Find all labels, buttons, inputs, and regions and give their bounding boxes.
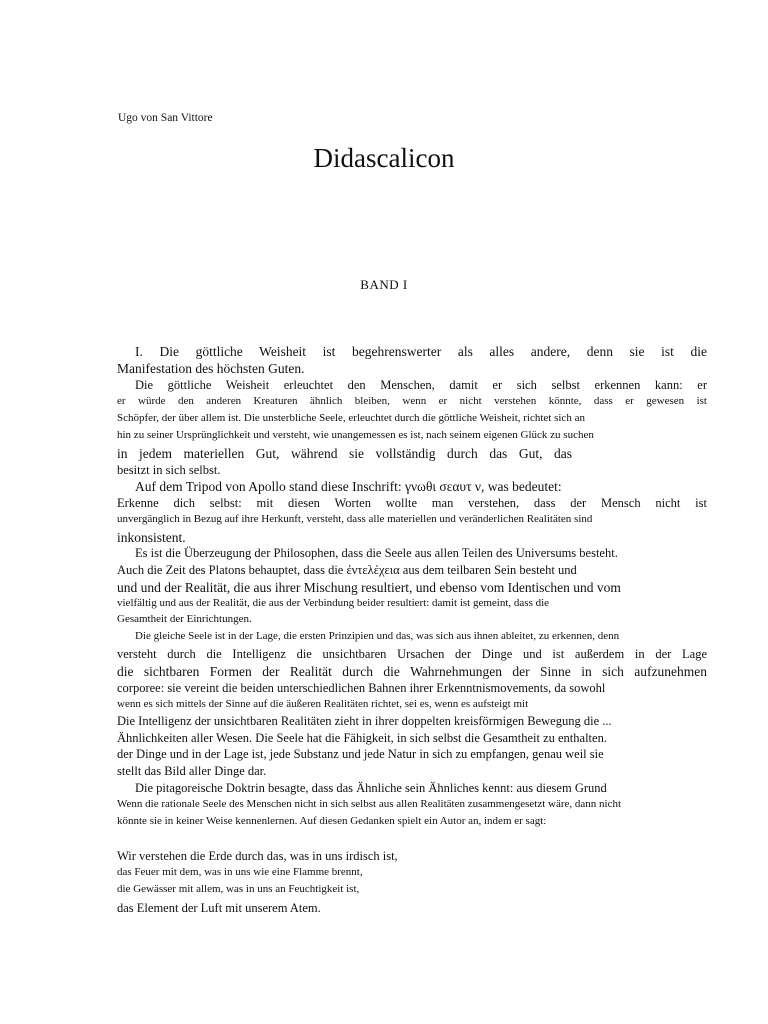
text-line: Wenn die rationale Seele des Menschen nicht in sich selbst aus allen Realitäten zusammengesetzt wäre, dann nicht xyxy=(117,798,622,810)
text-line: corporee: sie vereint die beiden unterschiedlichen Bahnen ihrer Erkenntnismovements, da sowohl xyxy=(117,681,606,695)
author-line: Ugo von San Vittore xyxy=(118,112,213,124)
text-line: I. Die göttliche Weisheit ist begehrenswerter als alles andere, denn sie ist die xyxy=(135,344,707,359)
text-line: wenn es sich mittels der Sinne auf die äußeren Realitäten richtet, sei es, wenn es aufsteigt mit xyxy=(117,698,529,710)
text-line: vielfältig und aus der Realität, die aus der Verbindung beider resultiert: damit ist gemeint, dass die xyxy=(117,597,550,609)
text-line: Schöpfer, der über allem ist. Die unsterbliche Seele, erleuchtet durch die göttliche Weisheit, richtet sich an xyxy=(117,412,585,424)
text-line: stellt das Bild aller Dinge dar. xyxy=(117,764,267,778)
text-line: Die gleiche Seele ist in der Lage, die ersten Prinzipien und das, was sich aus ihnen ableitet, zu erkennen, denn xyxy=(135,630,620,642)
band-heading: BAND I xyxy=(360,277,408,292)
text-line: besitzt in sich selbst. xyxy=(117,463,221,477)
text-line: unvergänglich in Bezug auf ihre Herkunft, versteht, dass alle materiellen und veränderlichen Realitäten sind xyxy=(117,513,593,525)
text-line: Die göttliche Weisheit erleuchtet den Menschen, damit er sich selbst erkennen kann: er xyxy=(135,378,707,392)
text-line: versteht durch die Intelligenz die unsichtbaren Ursachen der Dinge und ist außerdem in der Lage xyxy=(117,647,707,661)
verse-line: Wir verstehen die Erde durch das, was in uns irdisch ist, xyxy=(117,849,398,863)
text-line: inkonsistent. xyxy=(117,530,186,545)
document-title: Didascalicon xyxy=(313,143,455,173)
text-line: Gesamtheit der Einrichtungen. xyxy=(117,613,252,625)
text-line: Die Intelligenz der unsichtbaren Realitäten zieht in ihrer doppelten kreisförmigen Bewegung die ... xyxy=(117,714,612,728)
text-line: und und der Realität, die aus ihrer Mischung resultiert, und ebenso vom Identischen und vom xyxy=(117,580,621,595)
text-line: Ähnlichkeiten aller Wesen. Die Seele hat die Fähigkeit, in sich selbst die Gesamtheit zu enthalten. xyxy=(117,731,607,745)
text-line: könnte sie in keiner Weise kennenlernen. Auf diesen Gedanken spielt ein Autor an, indem er sagt: xyxy=(117,815,547,827)
text-line: er würde den anderen Kreaturen ähnlich bleiben, wenn er nicht verstehen könnte, dass er gewesen ist xyxy=(117,395,707,407)
text-line: Es ist die Überzeugung der Philosophen, dass die Seele aus allen Teilen des Universums besteht. xyxy=(135,546,618,560)
verse-line: das Element der Luft mit unserem Atem. xyxy=(117,901,321,915)
text-line: die sichtbaren Formen der Realität durch die Wahrnehmungen der Sinne in sich aufzunehmen xyxy=(117,664,707,679)
text-line: Manifestation des höchsten Guten. xyxy=(117,361,305,376)
verse-line: die Gewässer mit allem, was in uns an Feuchtigkeit ist, xyxy=(117,883,360,895)
text-line: hin zu seiner Ursprünglichkeit und versteht, wie unangemessen es ist, nach seinem eigenen Glück zu suchen xyxy=(117,429,594,441)
verse-line: das Feuer mit dem, was in uns wie eine Flamme brennt, xyxy=(117,866,363,878)
text-line: in jedem materiellen Gut, während sie vollständig durch das Gut, das xyxy=(117,446,572,461)
text-line: Die pitagoreische Doktrin besagte, dass das Ähnliche sein Ähnliches kennt: aus diesem Grund xyxy=(135,781,607,795)
text-line: Auf dem Tripod von Apollo stand diese Inschrift: γνωθι σεαυτ ν, was bedeutet: xyxy=(135,479,562,494)
text-line: der Dinge und in der Lage ist, jede Substanz und jede Natur in sich zu empfangen, genau weil sie xyxy=(117,747,604,761)
text-line: Erkenne dich selbst: mit diesen Worten wollte man verstehen, dass der Mensch nicht ist xyxy=(117,496,707,510)
text-line: Auch die Zeit des Platons behauptet, dass die ἐντελέχεια aus dem teilbaren Sein besteht und xyxy=(117,563,577,577)
